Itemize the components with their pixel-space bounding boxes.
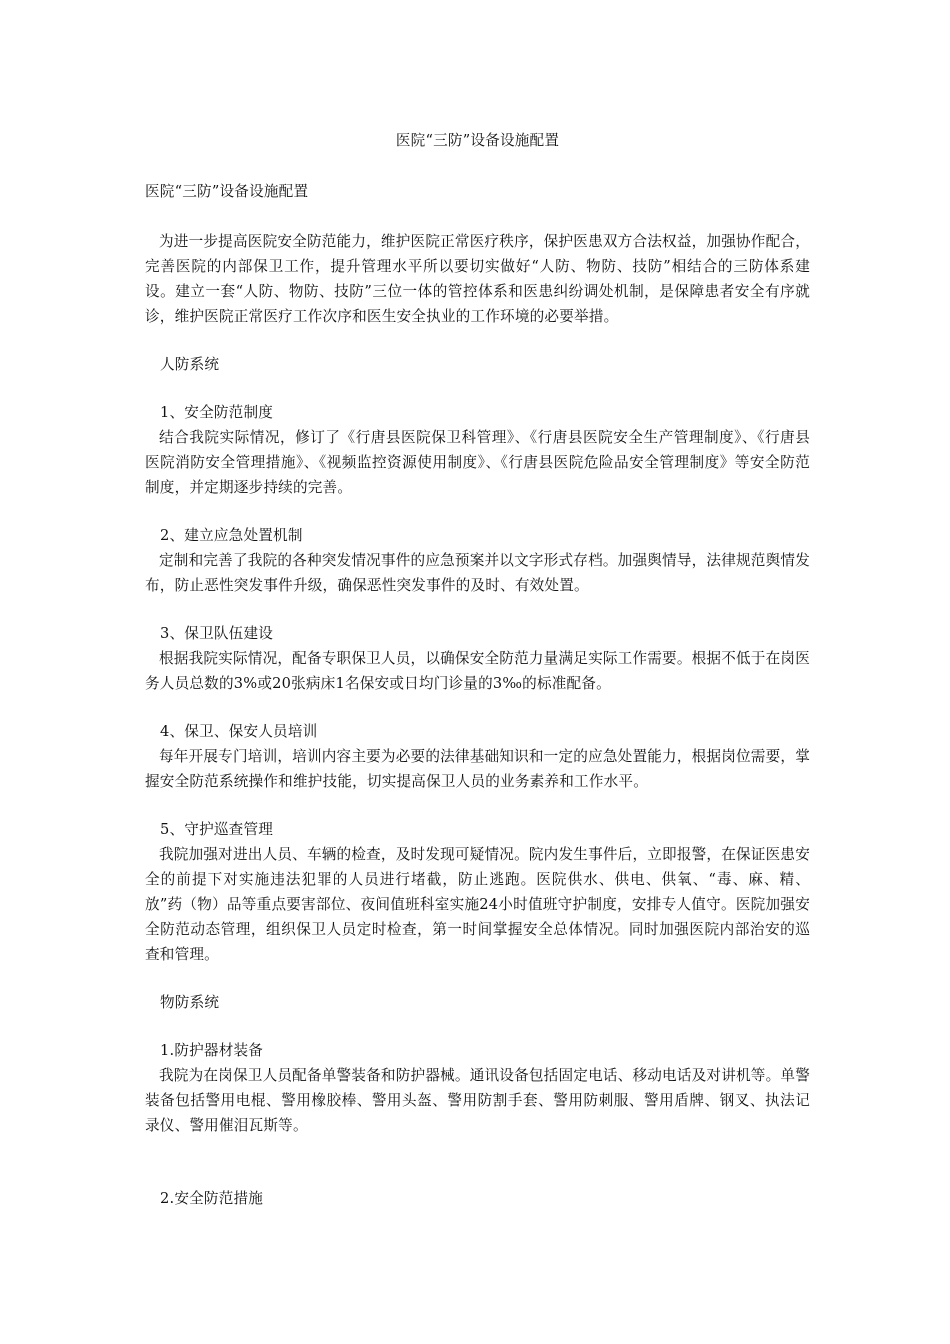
item-title: 2.安全防范措施 — [160, 1190, 264, 1207]
item-body: 根据我院实际情况，配备专职保卫人员，以确保安全防范力量满足实际工作需要。根据不低于在岗医务人员总数的3%或20张病床1名保安或日均门诊量的3‰的标准配备。 — [145, 650, 810, 692]
item-title: 2、建立应急处置机制 — [160, 527, 303, 544]
spacer — [145, 794, 810, 817]
item-title: 1、安全防范制度 — [160, 404, 274, 421]
document-title: 医院“三防”设备设施配置 — [395, 132, 560, 149]
spacer — [145, 696, 810, 719]
item-body: 我院加强对进出人员、车辆的检查，及时发现可疑情况。院内发生事件后，立即报警，在保证医患安全的前提下对实施违法犯罪的人员进行堵截，防止逃跑。医院供水、供电、供氧、“毒、麻、精、放”药（物）品等重点要害部位、夜间值班科室实施24小时值班守护制度，安排专人值守。医院加强安全防范动态管理，组织保卫人员定时检查，第一时间掌握安全总体情况。同时加强医院内部治安的巡查和管理。 — [145, 846, 810, 963]
document-subtitle: 医院“三防”设备设施配置 — [145, 183, 309, 200]
spacer — [145, 1015, 810, 1038]
item-body: 结合我院实际情况，修订了《行唐县医院保卫科管理》、《行唐县医院安全生产管理制度》、《行唐县医院消防安全管理措施》、《视频监控资源使用制度》、《行唐县医院危险品安全管理制度》等安全防范制度，并定期逐步持续的完善。 — [145, 429, 810, 496]
spacer — [145, 329, 810, 352]
document-body — [145, 128, 810, 1211]
spacer — [145, 598, 810, 621]
section-heading-physical: 物防系统 — [160, 994, 220, 1011]
item-body: 每年开展专门培训，培训内容主要为必要的法律基础知识和一定的应急处置能力，根据岗位需要，掌握安全防范系统操作和维护技能，切实提高保卫人员的业务素养和工作水平。 — [145, 748, 810, 790]
item-body: 定制和完善了我院的各种突发情况事件的应急预案并以文字形式存档。加强舆情导，法律规范舆情发布，防止恶性突发事件升级，确保恶性突发事件的及时、有效处置。 — [145, 552, 810, 594]
intro-paragraph: 为进一步提高医院安全防范能力，维护医院正常医疗秩序，保护医患双方合法权益，加强协作配合，完善医院的内部保卫工作，提升管理水平所以要切实做好“人防、物防、技防”相结合的三防体系建设。建立一套“人防、物防、技防”三位一体的管控体系和医患纠纷调处机制，是保障患者安全有序就诊，维护医院正常医疗工作次序和医生安全执业的工作环境的必要举措。 — [145, 233, 810, 325]
spacer — [145, 377, 810, 400]
spacer — [145, 500, 810, 523]
spacer — [145, 967, 810, 990]
item-title: 1.防护器材装备 — [160, 1042, 264, 1059]
section-heading-personnel: 人防系统 — [160, 356, 220, 373]
item-body: 我院为在岗保卫人员配备单警装备和防护器械。通讯设备包括固定电话、移动电话及对讲机等。单警装备包括警用电棍、警用橡胶棒、警用头盔、警用防割手套、警用防刺服、警用盾牌、钢叉、执法记录仪、警用催泪瓦斯等。 — [145, 1067, 810, 1134]
spacer — [145, 1138, 810, 1186]
item-title: 5、守护巡查管理 — [160, 821, 274, 838]
item-title: 4、保卫、保安人员培训 — [160, 723, 318, 740]
item-title: 3、保卫队伍建设 — [160, 625, 274, 642]
